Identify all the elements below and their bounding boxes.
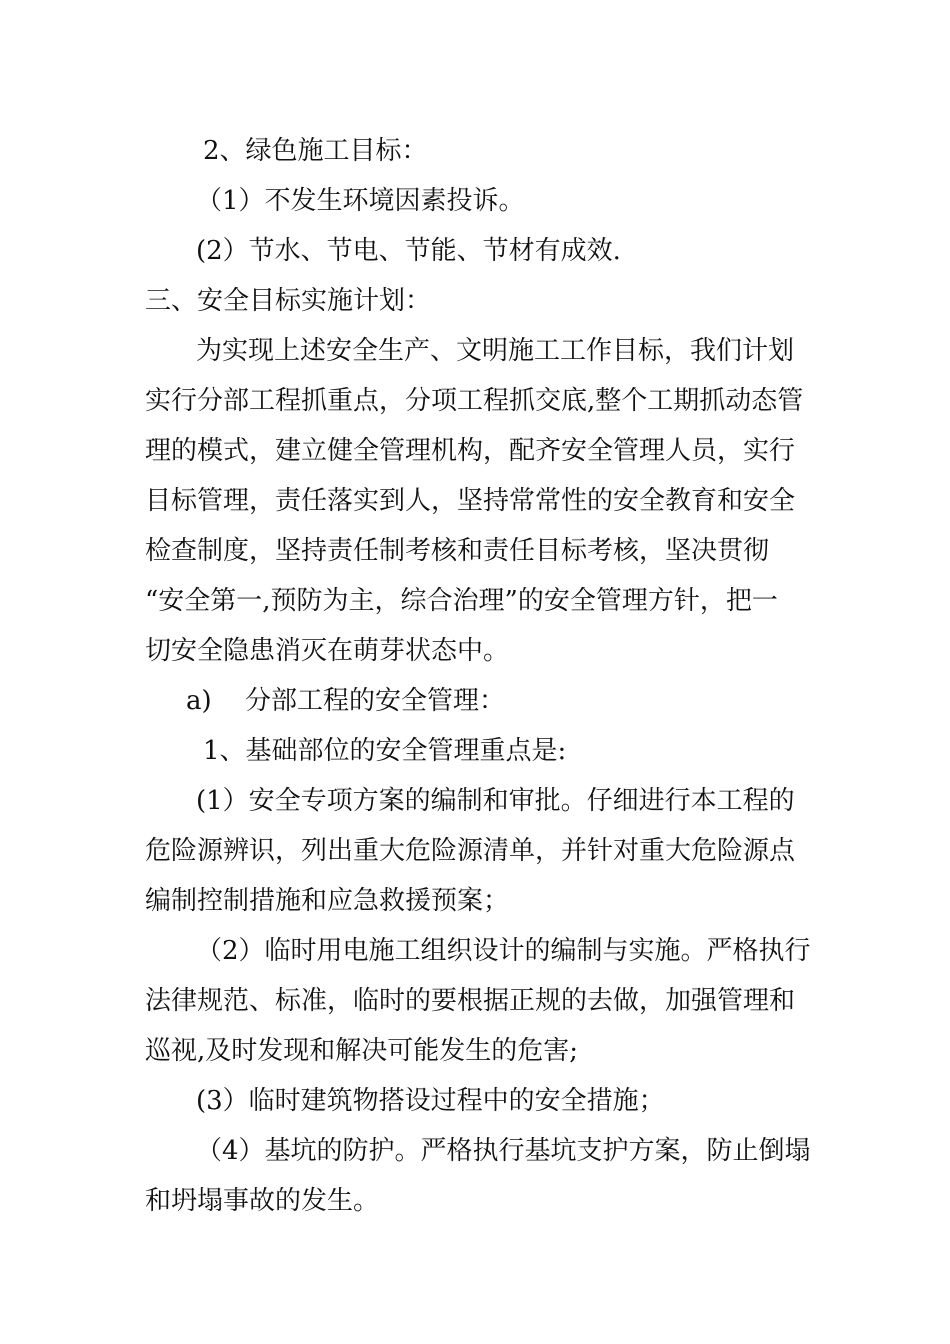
text-line: (1）安全专项方案的编制和审批。仔细进行本工程的 (196, 786, 795, 816)
text-line: 编制控制措施和应急救援预案； (145, 886, 510, 916)
text-line: 1、基础部位的安全管理重点是: (203, 736, 567, 766)
text-line: 检查制度，坚持责任制考核和责任目标考核，坚决贯彻 (145, 536, 770, 566)
list-marker: a) (186, 686, 212, 716)
text-line: （1）不发生环境因素投诉。 (196, 186, 525, 216)
text-line: “安全第一,预防为主，综合治理”的安全管理方针，把一 (145, 586, 778, 616)
text-line: （2）临时用电施工组织设计的编制与实施。严格执行 (196, 936, 811, 966)
text-line: 2、绿色施工目标： (203, 136, 428, 166)
text-line: 切安全隐患消灭在萌芽状态中。 (145, 636, 510, 666)
text-line: 实行分部工程抓重点，分项工程抓交底,整个工期抓动态管 (145, 386, 804, 416)
text-line: 巡视,及时发现和解决可能发生的危害; (145, 1036, 579, 1066)
text-line: 危险源辨识，列出重大危险源清单，并针对重大危险源点 (145, 836, 796, 866)
text-line: 法律规范、标准，临时的要根据正规的去做，加强管理和 (145, 986, 796, 1016)
text-line: 和坍塌事故的发生。 (145, 1186, 380, 1216)
subsection-heading: 分部工程的安全管理： (245, 686, 506, 716)
text-line: (2）节水、节电、节能、节材有成效. (196, 236, 621, 266)
section-heading: 三、安全目标实施计划： (145, 286, 432, 316)
text-line: 为实现上述安全生产、文明施工工作目标，我们计划 (196, 336, 795, 366)
text-line: 目标管理，责任落实到人，坚持常常性的安全教育和安全 (145, 486, 796, 516)
text-line: (3）临时建筑物搭设过程中的安全措施； (196, 1086, 665, 1116)
text-line: （4）基坑的防护。严格执行基坑支护方案，防止倒塌 (196, 1136, 811, 1166)
text-line: 理的模式，建立健全管理机构，配齐安全管理人员，实行 (145, 436, 796, 466)
